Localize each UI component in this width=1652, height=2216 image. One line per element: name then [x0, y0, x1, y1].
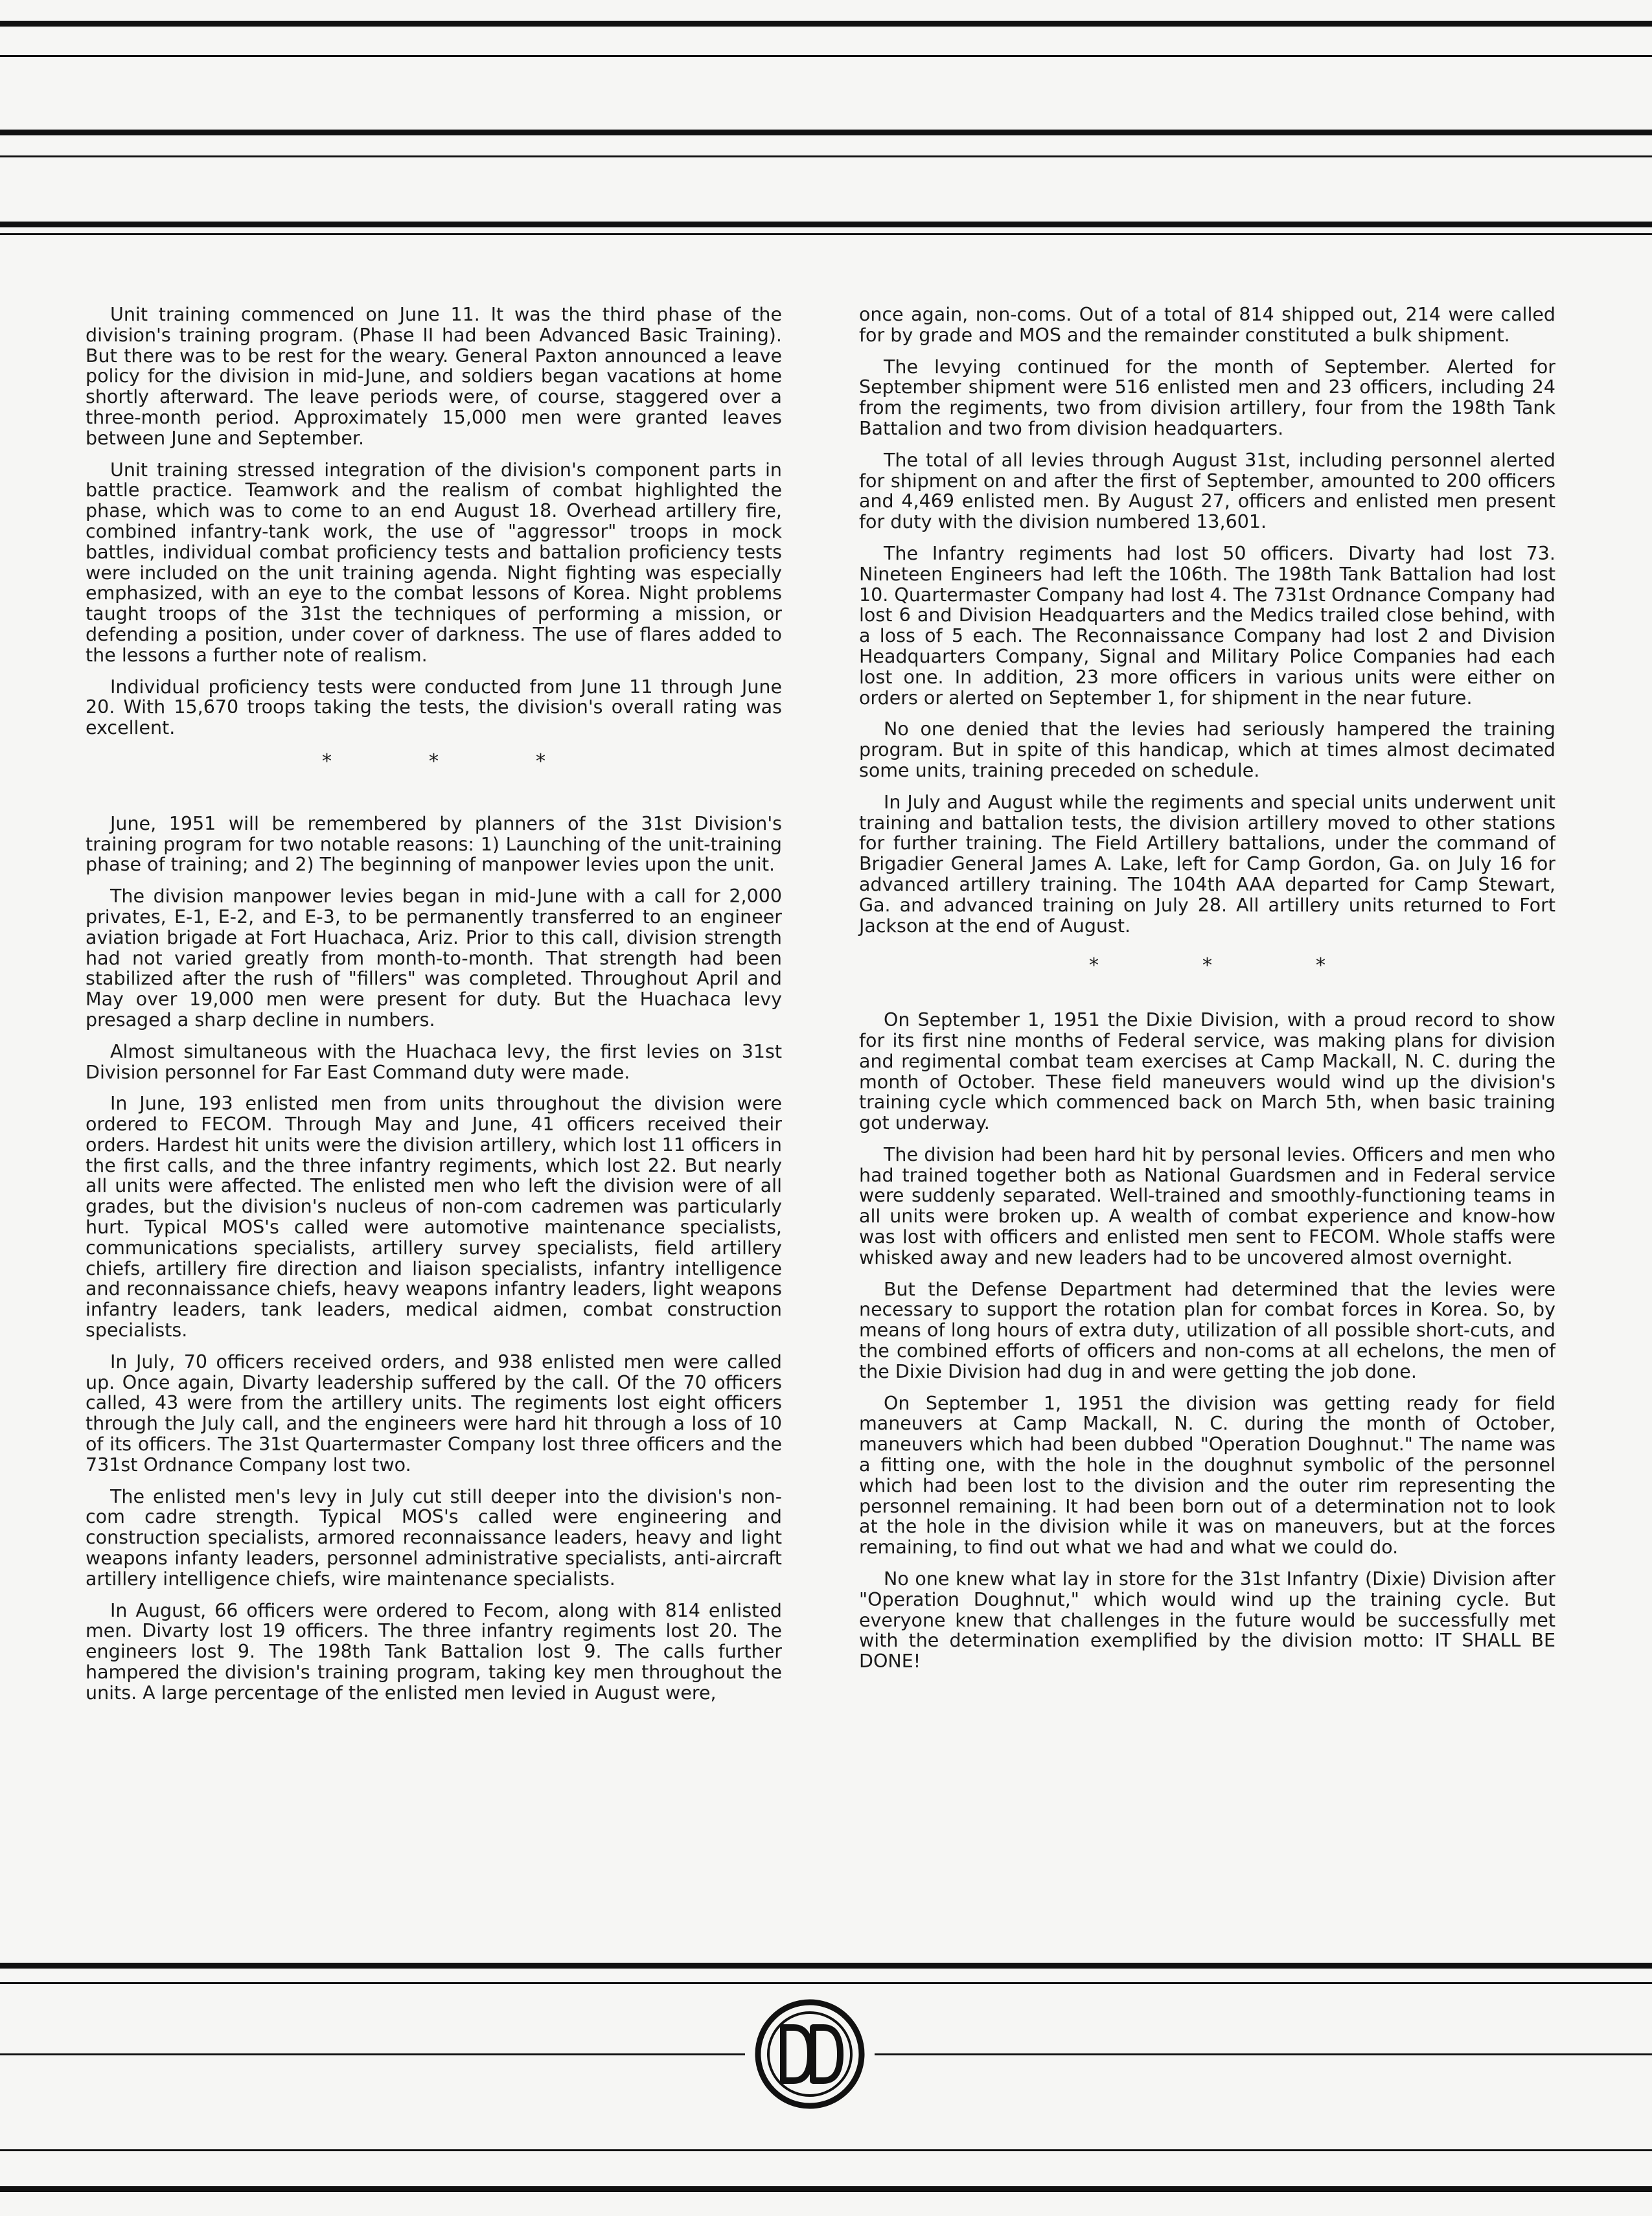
logo-line-right — [875, 2053, 1652, 2055]
paragraph: The division had been hard hit by personal levies. Officers and men who had trained together both as National Guardsmen and in Federal service were suddenly separated. Well-trained and smoothly-functioning teams in all units were broken up. A wealth of combat experience and know-how was lost with officers and enlisted men sent to FECOM. Whole staffs were whisked away and new leaders had to be uncovered almost overnight. — [859, 1143, 1555, 1268]
right-column — [859, 304, 1555, 1683]
paragraph: In July, 70 officers received orders, and 938 enlisted men were called up. Once again, Divarty leadership suffered by the call. Of the 70 officers called, 43 were from the artillery units. The regiments lost eight officers through the July call, and the engineers were hard hit through a loss of 10 of its officers. The 31st Quartermaster Company lost three officers and the 731st Ordnance Company lost two. — [86, 1351, 782, 1476]
footer-rule — [0, 1963, 1652, 1969]
section-separator — [859, 955, 1555, 976]
paragraph: On September 1, 1951 the Dixie Division, with a proud record to show for its first nine months of Federal service, was making plans for division and regimental combat team exercises at Camp Mackall, N. C. during the month of October. These field maneuvers would wind up the division's training cycle which commenced back on March 5th, when basic training got underway. — [859, 1009, 1555, 1134]
separator-star: * — [429, 749, 439, 773]
paragraph: Unit training stressed integration of the division's component parts in battle practice. Teamwork and the realism of combat highlighted the phase, which was to come to an end August 18. Overhead artillery fire, combined infantry-tank work, the use of "aggressor" troops in mock battles, individual combat proficiency tests and battalion proficiency tests were included on the unit training agenda. Night fighting was especially emphasized, with an eye to the combat lessons of Korea. Night problems taught troops of the 31st the techniques of performing a mission, or defending a position, under cover of darkness. The use of flares added to the lessons a further note of realism. — [86, 459, 782, 666]
paragraph: On September 1, 1951 the division was getting ready for field maneuvers at Camp Mackall, N. C. during the month of October, maneuvers which had been dubbed "Operation Doughnut." The name was a fitting one, with the hole in the doughnut symbolic of the personnel which had been lost to the division and the outer rim representing the personnel remaining. It had been born out of a determination not to look at the hole in the division while it was on maneuvers, but at the forces remaining, to find out what we had and what we could do. — [859, 1392, 1555, 1559]
paragraph: Unit training commenced on June 11. It was the third phase of the division's training program. (Phase II had been Advanced Basic Training). But there was to be rest for the weary. General Paxton announced a leave policy for the division in mid-June, and soldiers began vacations at home shortly afterward. The leave periods were, of course, staggered over a three-month period. Approximately 15,000 men were granted leaves between June and September. — [86, 304, 782, 449]
top-rule-thin — [0, 55, 1652, 57]
paragraph-continued: once again, non-coms. Out of a total of 814 shipped out, 214 were called for by grade and MOS and the remainder constituted a bulk shipment. — [859, 304, 1555, 346]
paragraph: In July and August while the regiments and special units underwent unit training and battalion tests, the division artillery moved to other stations for further training. The Field Artillery battalions, under the command of Brigadier General James A. Lake, left for Camp Gordon, Ga. on July 16 for advanced artillery training. The 104th AAA departed for Camp Stewart, Ga. and advanced training on July 28. All artillery units returned to Fort Jackson at the end of August. — [859, 791, 1555, 937]
paragraph: No one denied that the levies had seriously hampered the training program. But in spite of this handicap, which at times almost decimated some units, training preceded on schedule. — [859, 718, 1555, 781]
paragraph: The total of all levies through August 31st, including personnel alerted for shipment on and after the first of September, amounted to 200 officers and 4,469 enlisted men. By August 27, officers and enlisted men present for duty with the division numbered 13,601. — [859, 449, 1555, 533]
top-rule — [0, 21, 1652, 27]
separator-star: * — [1089, 954, 1099, 977]
footer-rule-thin — [0, 1982, 1652, 1984]
paragraph: The levying continued for the month of September. Alerted for September shipment were 516 enlisted men and 23 officers, including 24 from the regiments, two from division artillery, four from the 198th Tank Battalion and two from division headquarters. — [859, 356, 1555, 439]
left-column — [86, 304, 782, 1715]
header-rule-thin — [0, 233, 1652, 235]
dixie-division-logo — [755, 1999, 865, 2109]
paragraph: Almost simultaneous with the Huachaca levy, the first levies on 31st Division personnel for Far East Command duty were made. — [86, 1040, 782, 1083]
paragraph: The division manpower levies began in mid-June with a call for 2,000 privates, E-1, E-2, and E-3, to be permanently transferred to an engineer aviation brigade at Fort Huachaca, Ariz. Prior to this call, division strength had not varied greatly from month-to-month. That strength had been stabilized after the rush of "fillers" was completed. Throughout April and May over 19,000 men were present for duty. But the Huachaca levy presaged a sharp decline in numbers. — [86, 885, 782, 1031]
separator-star: * — [1316, 954, 1325, 977]
separator-star: * — [536, 749, 545, 773]
logo-line-left — [0, 2053, 745, 2055]
paragraph: But the Defense Department had determined that the levies were necessary to support the rotation plan for combat forces in Korea. So, by means of long hours of extra duty, utilization of all possible short-cuts, and the combined efforts of officers and non-coms at all echelons, the men of the Dixie Division had dug in and were getting the job done. — [859, 1278, 1555, 1382]
section-separator — [86, 751, 782, 772]
paragraph: June, 1951 will be remembered by planners of the 31st Division's training program for two notable reasons: 1) Launching of the unit-training phase of training; and 2) The beginning of manpower levies upon the unit. — [86, 812, 782, 876]
bottom-rule — [0, 2186, 1652, 2192]
paragraph: No one knew what lay in store for the 31st Infantry (Dixie) Division after "Operation Doughnut," which would wind up the training cycle. But everyone knew that challenges in the future would be successfully met with the determination exemplified by the division motto: IT SHALL BE DONE! — [859, 1568, 1555, 1673]
header-rule — [0, 222, 1652, 227]
upper-rule-thin — [0, 155, 1652, 157]
paragraph: Individual proficiency tests were conducted from June 11 through June 20. With 15,670 troops taking the tests, the division's overall rating was excellent. — [86, 676, 782, 739]
paragraph: The Infantry regiments had lost 50 officers. Divarty had lost 73. Nineteen Engineers had left the 106th. The 198th Tank Battalion had lost 10. Quartermaster Company had lost 4. The 731st Ordnance Company had lost 6 and Division Headquarters and the Medics trailed close behind, with a loss of 5 each. The Reconnaissance Company had lost 2 and Division Headquarters Company, Signal and Military Police Companies had each lost one. In addition, 23 more officers in various units were either on orders or alerted on September 1, for shipment in the near future. — [859, 542, 1555, 709]
bottom-rule-thin — [0, 2149, 1652, 2151]
separator-star: * — [322, 749, 332, 773]
paragraph: In August, 66 officers were ordered to Fecom, along with 814 enlisted men. Divarty lost 19 officers. The three infantry regiments lost 20. The engineers lost 9. The 198th Tank Battalion lost 9. The calls further hampered the division's training program, taking key men throughout the units. A large percentage of the enlisted men levied in August were, — [86, 1599, 782, 1704]
upper-rule — [0, 130, 1652, 135]
separator-star: * — [1202, 954, 1212, 977]
paragraph: The enlisted men's levy in July cut still deeper into the division's non-com cadre strength. Typical MOS's called were engineering and construction specialists, armored reconnaissance leaders, heavy and light weapons infanty leaders, personnel administrative specialists, anti-aircraft artillery intelligence chiefs, wire maintenance specialists. — [86, 1485, 782, 1590]
paragraph: In June, 193 enlisted men from units throughout the division were ordered to FECOM. Through May and June, 41 officers received their orders. Hardest hit units were the division artillery, which lost 11 officers in the first calls, and the three infantry regiments, which lost 22. But nearly all units were affected. The enlisted men who left the division were of all grades, but the division's nucleus of non-com cadremen was particularly hurt. Typical MOS's called were automotive maintenance specialists, communications specialists, artillery survey specialists, field artillery chiefs, artillery fire direction and liaison specialists, infantry intelligence and reconnaissance chiefs, heavy weapons infantry leaders, light weapons infantry leaders, tank leaders, medical aidmen, combat construction specialists. — [86, 1093, 782, 1342]
